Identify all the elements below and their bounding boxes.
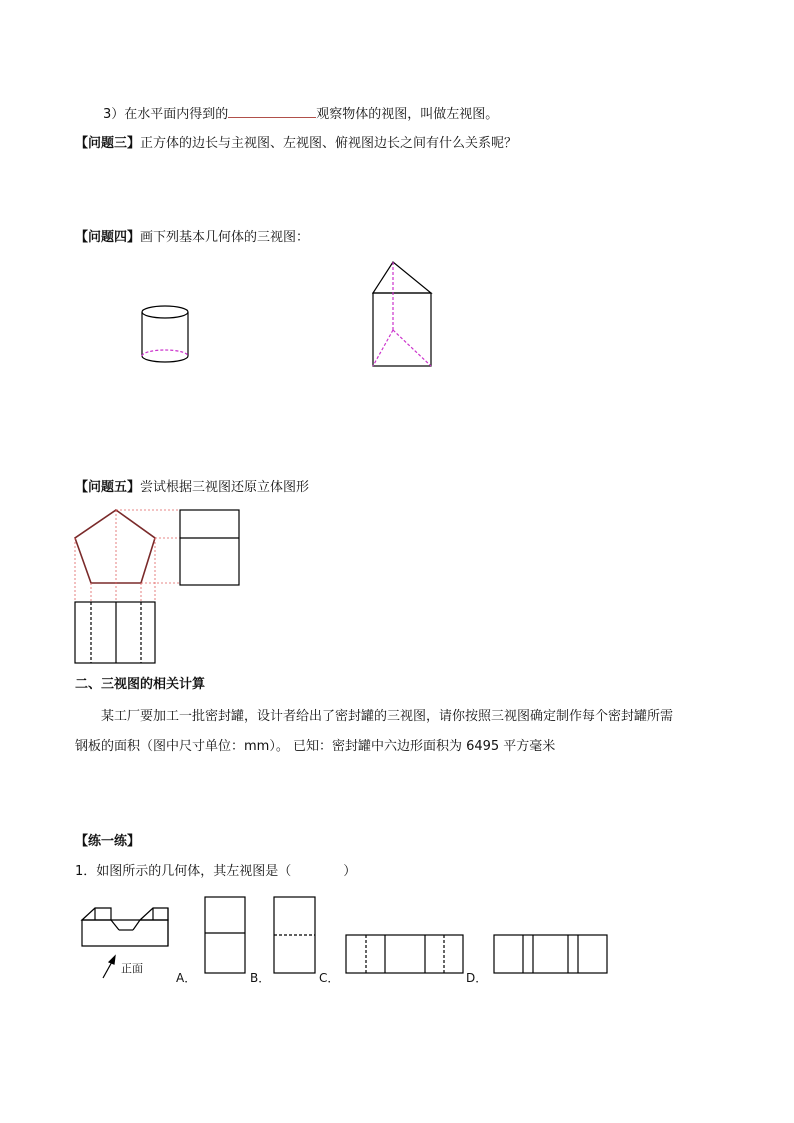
problem4-text: 画下列基本几何体的三视图： xyxy=(140,230,310,245)
problem5-tag: 【问题五】 xyxy=(75,480,141,495)
line-q3-before: 3）在水平面内得到的 xyxy=(103,107,229,122)
option-c-figure xyxy=(346,935,463,973)
problem4-tag: 【问题四】 xyxy=(75,230,141,245)
problem3-text: 正方体的边长与主视图、左视图、俯视图边长之间有什么关系呢？ xyxy=(140,136,518,151)
option-d-label: D． xyxy=(466,971,488,985)
option-a-label: A． xyxy=(176,971,197,985)
q1-before: 1．如图所示的几何体，其左视图是（ xyxy=(75,864,292,879)
q1-after: ） xyxy=(343,864,357,879)
pentagon-three-views xyxy=(75,510,239,663)
front-arrow-icon xyxy=(103,956,115,978)
triangular-prism-figure xyxy=(373,262,431,366)
body-line2: 钢板的面积（图中尺寸单位：mm）。 已知：密封罐中六边形面积为 6495 平方毫米 xyxy=(75,739,556,754)
option-b-figure xyxy=(274,897,315,973)
practice-title: 【练一练】 xyxy=(75,834,141,849)
u-shaped-solid-figure xyxy=(82,908,168,946)
problem3-tag: 【问题三】 xyxy=(75,136,141,151)
section2-title: 二、三视图的相关计算 xyxy=(75,677,206,692)
line-q3-after: 观察物体的视图，叫做左视图。 xyxy=(316,107,499,122)
option-d-figure xyxy=(494,935,607,973)
problem5-text: 尝试根据三视图还原立体图形 xyxy=(140,480,310,495)
option-b-label: B． xyxy=(250,971,271,985)
option-a-figure xyxy=(205,897,245,973)
option-c-label: C． xyxy=(319,971,340,985)
body-line1: 某工厂要加工一批密封罐，设计者给出了密封罐的三视图，请你按照三视图确定制作每个密封罐所需 xyxy=(101,709,674,724)
cylinder-figure xyxy=(142,306,188,362)
front-label: 正面 xyxy=(121,962,143,975)
